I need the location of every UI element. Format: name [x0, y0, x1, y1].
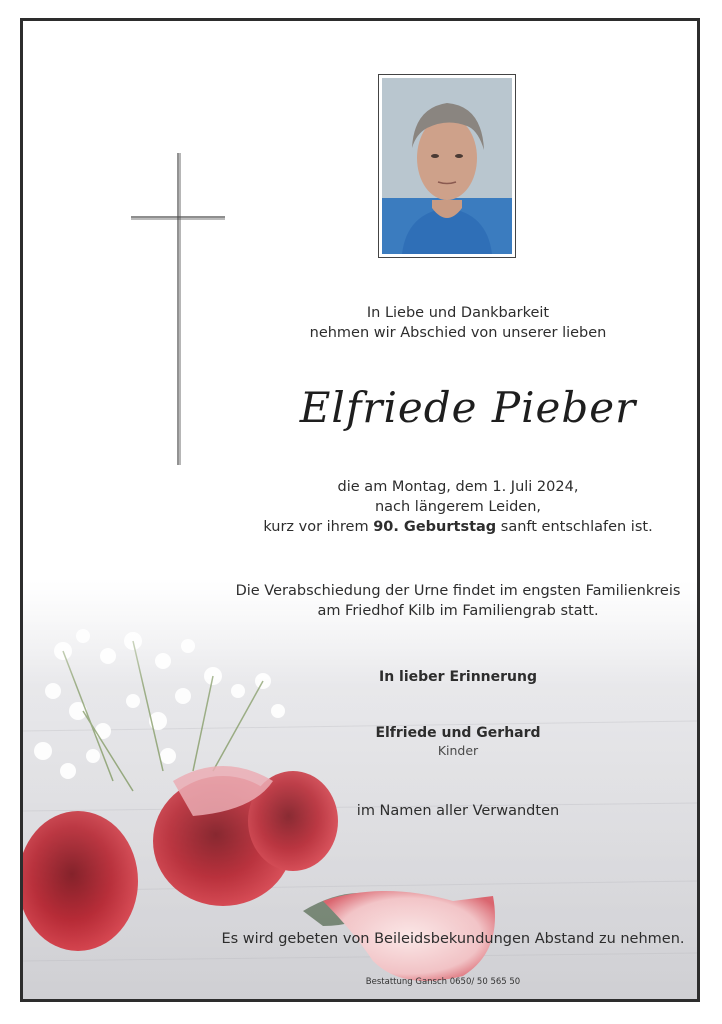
death-line-3-post: sanft entschlafen ist. — [496, 519, 653, 535]
death-line-2: nach längerem Leiden, — [374, 499, 542, 515]
intro-line-1: In Liebe und Dankbarkeit — [366, 305, 550, 321]
funeral-line-1: Die Verabschiedung der Urne findet im engsten Familienkreis — [235, 583, 681, 599]
deceased-name: Elfriede Pieber — [299, 383, 637, 432]
portrait-photo — [378, 74, 516, 258]
mourner-names: Elfriede und Gerhard — [375, 725, 541, 741]
obituary-card — [20, 18, 700, 1002]
intro-line-2: nehmen wir Abschied von unserer lieben — [309, 325, 607, 341]
cross-icon — [131, 153, 227, 465]
intro-text — [223, 303, 693, 343]
death-line-1: die am Montag, dem 1. Juli 2024, — [337, 479, 579, 495]
death-line-3 — [223, 517, 693, 537]
relatives-line: im Namen aller Verwandten — [356, 803, 560, 819]
funeral-text — [223, 581, 693, 621]
mourner-relation: Kinder — [437, 743, 479, 758]
birthday-highlight: 90. Geburtstag — [373, 519, 497, 535]
condolence-notice: Es wird gebeten von Beileidsbekundungen Abstand zu nehmen. — [221, 931, 685, 947]
death-text — [223, 477, 693, 537]
undertaker-contact: Bestattung Gansch 0650/ 50 565 50 — [365, 977, 521, 987]
memory-heading: In lieber Erinnerung — [379, 669, 537, 685]
death-line-3-pre: kurz vor ihrem — [263, 519, 374, 535]
funeral-line-2: am Friedhof Kilb im Familiengrab statt. — [317, 603, 599, 619]
